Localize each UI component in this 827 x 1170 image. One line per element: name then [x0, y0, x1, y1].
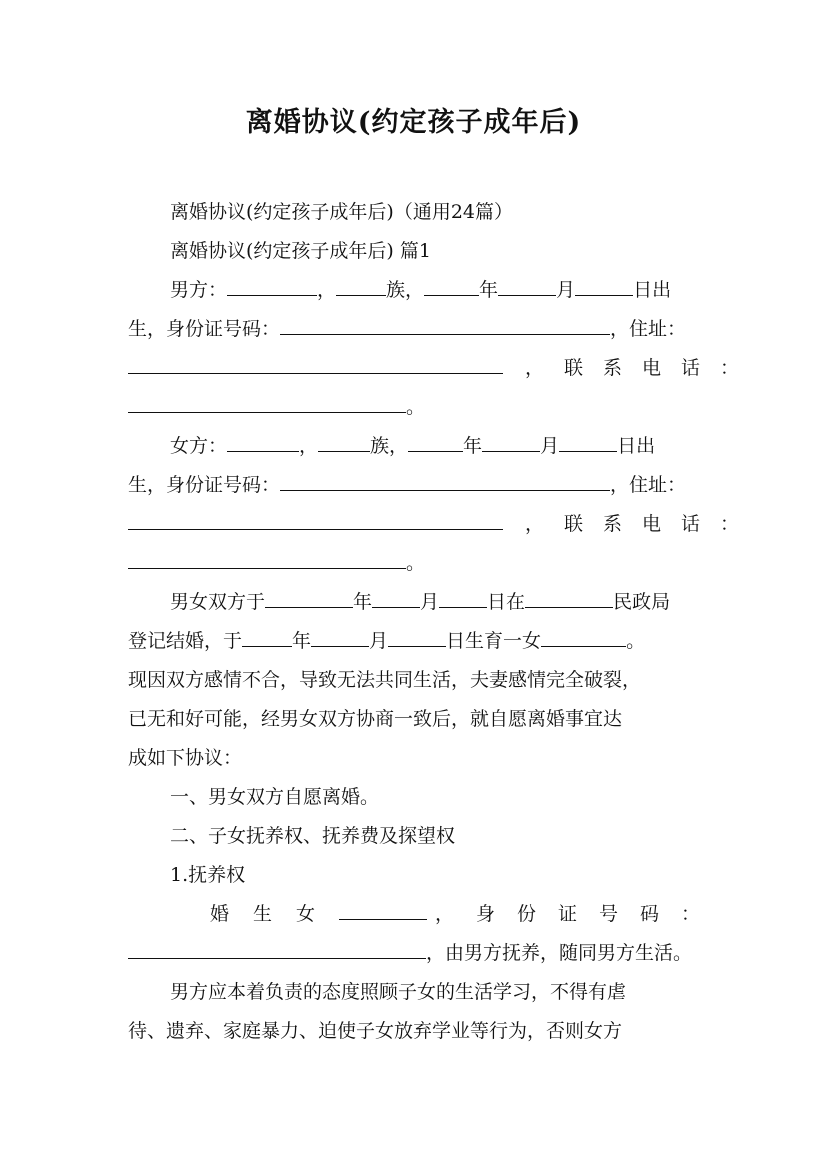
blank-field [128, 551, 406, 569]
blank-field [227, 278, 317, 296]
blank-field [439, 590, 487, 608]
text: 年 [353, 591, 373, 613]
blank-field [575, 278, 633, 296]
text: 。 [626, 630, 646, 652]
blank-field [559, 434, 617, 452]
paragraph [128, 902, 723, 926]
paragraph: 离婚协议(约定孩子成年后) 篇1 [170, 240, 431, 262]
text: 。 [406, 552, 426, 574]
paragraph [128, 629, 700, 653]
text: ，住址： [610, 474, 687, 496]
blank-field [339, 902, 427, 920]
text: ，联系电话： [525, 357, 760, 379]
blank-field [541, 629, 626, 647]
text: 年 [479, 279, 499, 301]
paragraph [128, 941, 700, 965]
paragraph [128, 551, 700, 575]
text: 登记结婚，于 [128, 630, 243, 652]
blank-field [336, 278, 386, 296]
paragraph [170, 434, 700, 458]
blank-field [482, 434, 540, 452]
text: 年 [292, 630, 312, 652]
blank-field [128, 941, 426, 959]
blank-field [424, 278, 479, 296]
paragraph: 现因双方感情不合，导致无法共同生活，夫妻感情完全破裂， [128, 669, 642, 691]
paragraph: 二、子女抚养权、抚养费及探望权 [170, 825, 456, 847]
text: 民政局 [613, 591, 671, 613]
text: 族， [386, 279, 425, 301]
paragraph: 1.抚养权 [170, 864, 246, 886]
text: 月 [420, 591, 440, 613]
paragraph: 待、遗弃、家庭暴力、迫使子女放弃学业等行为，否则女方 [128, 1020, 623, 1042]
paragraph [170, 278, 700, 302]
text: 日出 [617, 435, 656, 457]
blank-field [311, 629, 369, 647]
text: 族， [370, 435, 409, 457]
text: ，由男方抚养，随同男方生活。 [426, 942, 693, 964]
blank-field [265, 590, 353, 608]
paragraph: 成如下协议： [128, 747, 243, 769]
text: 生，身份证号码： [128, 318, 281, 340]
text: 月 [540, 435, 560, 457]
blank-field [318, 434, 370, 452]
text: 月 [369, 630, 389, 652]
text: ，身份证号码： [435, 903, 723, 925]
text: 。 [406, 396, 426, 418]
text: 日在 [487, 591, 526, 613]
paragraph: 离婚协议(约定孩子成年后)（通用24篇） [170, 201, 514, 223]
paragraph: 已无和好可能，经男女双方协商一致后，就自愿离婚事宜达 [128, 708, 623, 730]
text: ，住址： [610, 318, 687, 340]
blank-field [408, 434, 463, 452]
text: 女方： [170, 435, 228, 457]
paragraph [128, 317, 700, 341]
blank-field [227, 434, 299, 452]
blank-field [242, 629, 292, 647]
text: 男方： [170, 279, 228, 301]
paragraph [170, 590, 700, 614]
blank-field [128, 356, 503, 374]
paragraph [128, 356, 760, 380]
blank-field [128, 395, 406, 413]
paragraph [128, 395, 700, 419]
blank-field [388, 629, 446, 647]
text: 婚生女 [210, 903, 340, 925]
blank-field [525, 590, 613, 608]
blank-field [128, 512, 503, 530]
paragraph [128, 473, 700, 497]
blank-field [498, 278, 556, 296]
text: 日出 [633, 279, 672, 301]
paragraph: 一、男女双方自愿离婚。 [170, 786, 380, 808]
blank-field [280, 473, 610, 491]
text: 年 [463, 435, 483, 457]
text: ，联系电话： [525, 513, 760, 535]
blank-field [372, 590, 420, 608]
text: 生，身份证号码： [128, 474, 281, 496]
text: 日生育一女 [446, 630, 542, 652]
text: 月 [556, 279, 576, 301]
text: 男女双方于 [170, 591, 266, 613]
paragraph: 男方应本着负责的态度照顾子女的生活学习，不得有虐 [170, 981, 627, 1003]
text: ， [317, 279, 337, 301]
blank-field [280, 317, 610, 335]
paragraph [128, 512, 760, 536]
text: ， [299, 435, 319, 457]
document-title: 离婚协议(约定孩子成年后) [245, 107, 582, 138]
